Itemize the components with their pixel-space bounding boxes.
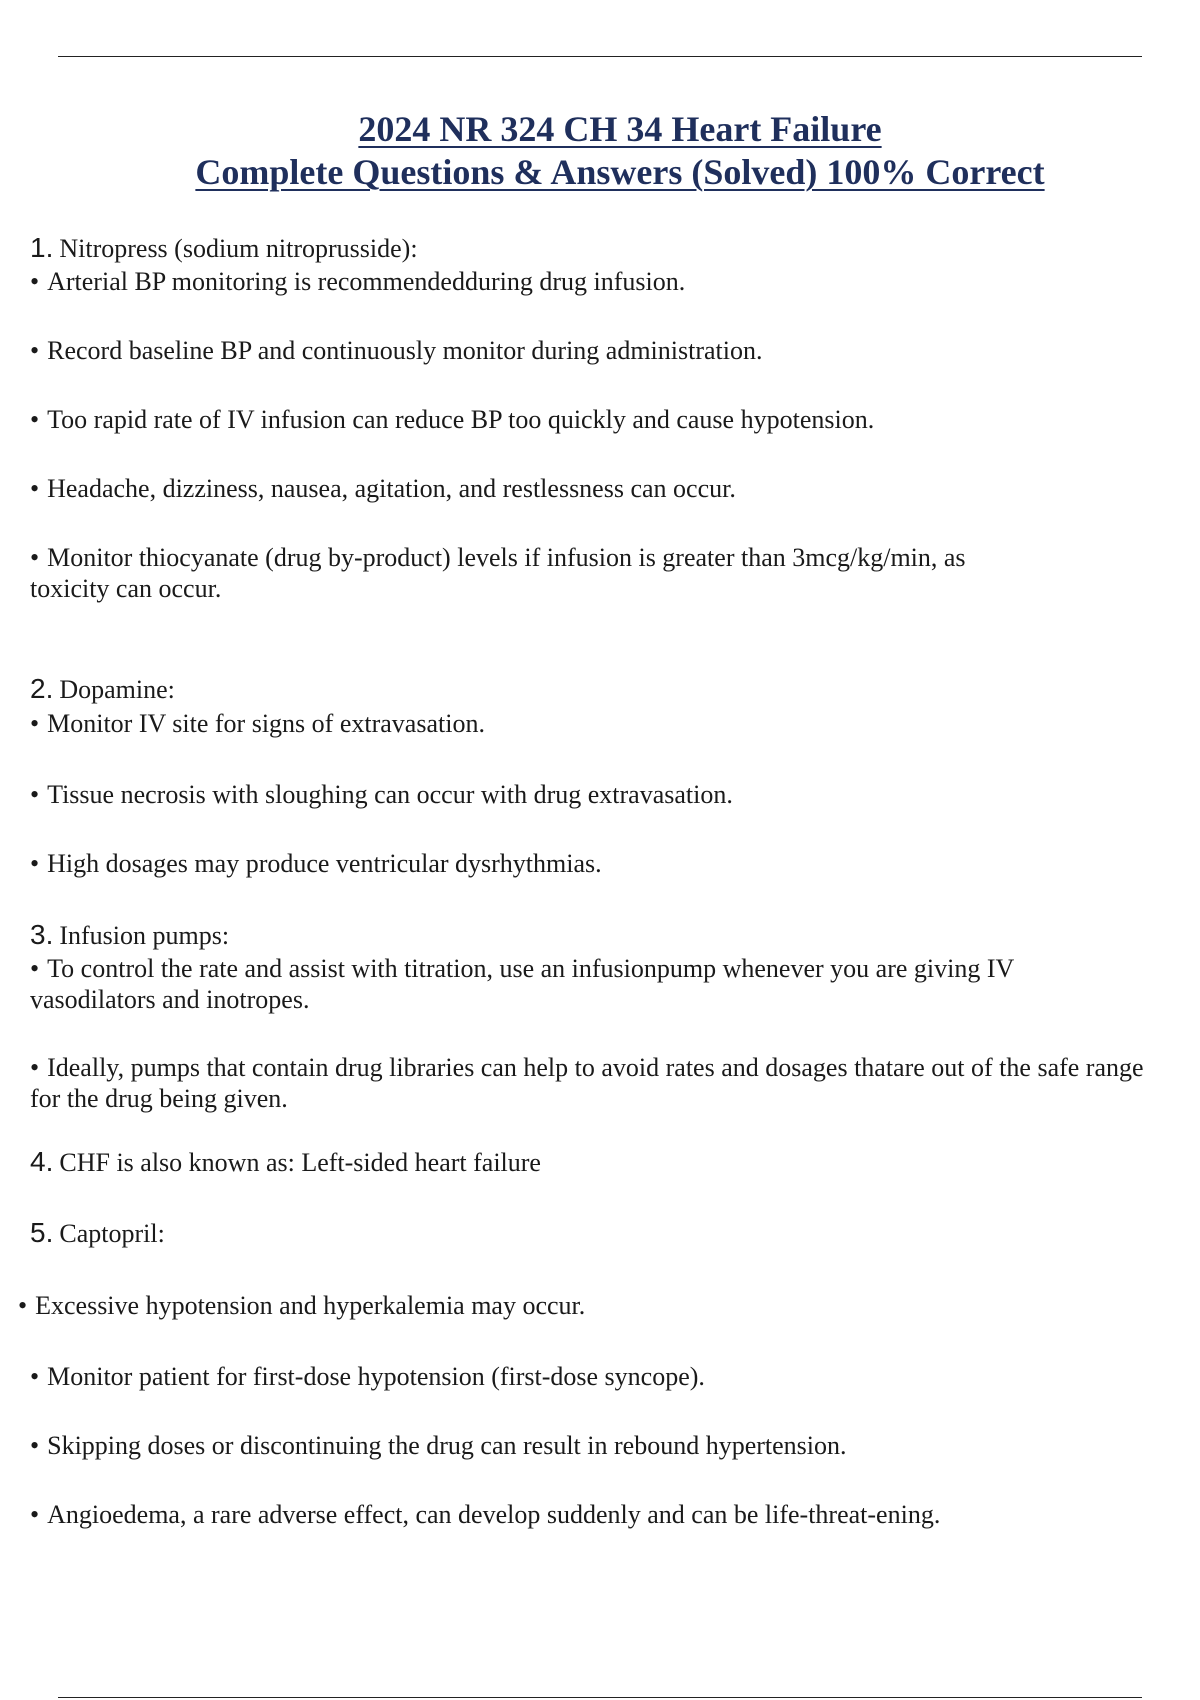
- bullet-item: • Excessive hypotension and hyperkalemia may occur.: [18, 1291, 586, 1320]
- bullet-icon: •: [30, 474, 40, 503]
- bullet-icon: •: [30, 267, 40, 296]
- bottom-rule: [58, 1697, 1142, 1698]
- bullet-item: • Monitor thiocyanate (drug by-product) levels if infusion is greater than 3mcg/kg/min, as toxicity can occur.: [30, 543, 966, 603]
- question-text: Infusion pumps:: [59, 921, 230, 950]
- bullet-item: • Monitor patient for first-dose hypotension (first-dose syncope).: [30, 1362, 705, 1391]
- question-number: 1.: [30, 232, 54, 263]
- bullet-icon: •: [30, 709, 40, 738]
- bullet-icon: •: [30, 1431, 40, 1460]
- bullet-item: • Record baseline BP and continuously monitor during administration.: [30, 336, 763, 365]
- question-number: 2.: [30, 673, 54, 704]
- question-text: Dopamine:: [59, 675, 175, 704]
- bullet-item: • To control the rate and assist with titration, use an infusionpump whenever you are giving IV vasodilators and inotropes.: [30, 954, 1014, 1014]
- question-3: [30, 920, 229, 951]
- bullet-icon: •: [30, 954, 40, 983]
- question-number: 3.: [30, 919, 54, 950]
- bullet-item: • Too rapid rate of IV infusion can reduce BP too quickly and cause hypotension.: [30, 405, 875, 434]
- bullet-item: • High dosages may produce ventricular dysrhythmias.: [30, 849, 602, 878]
- question-4: [30, 1147, 541, 1178]
- bullet-item: • Angioedema, a rare adverse effect, can develop suddenly and can be life-threat-ening.: [30, 1500, 941, 1529]
- bullet-icon: •: [30, 405, 40, 434]
- question-number: 4.: [30, 1146, 54, 1177]
- title-line-2: Complete Questions & Answers (Solved) 100% Correct: [195, 152, 1045, 192]
- bullet-item: • Monitor IV site for signs of extravasation.: [30, 709, 485, 738]
- bullet-icon: •: [18, 1291, 28, 1320]
- bullet-item: • Ideally, pumps that contain drug libraries can help to avoid rates and dosages thatare out of the safe range for the drug being given.: [30, 1053, 1144, 1113]
- bullet-icon: •: [30, 1500, 40, 1529]
- question-text: Nitropress (sodium nitroprusside):: [59, 234, 418, 263]
- question-1: [30, 233, 418, 264]
- bullet-item: • Skipping doses or discontinuing the drug can result in rebound hypertension.: [30, 1431, 847, 1460]
- bullet-icon: •: [30, 543, 40, 572]
- question-text: CHF is also known as: Left-sided heart failure: [59, 1148, 541, 1177]
- bullet-icon: •: [30, 780, 40, 809]
- bullet-item: • Headache, dizziness, nausea, agitation, and restlessness can occur.: [30, 474, 736, 503]
- title-line-1: 2024 NR 324 CH 34 Heart Failure: [358, 109, 882, 149]
- bullet-item: • Arterial BP monitoring is recommendedduring drug infusion.: [30, 267, 686, 296]
- question-2: [30, 674, 175, 705]
- question-text: Captopril:: [59, 1219, 165, 1248]
- bullet-icon: •: [30, 336, 40, 365]
- bullet-item: • Tissue necrosis with sloughing can occur with drug extravasation.: [30, 780, 733, 809]
- bullet-icon: •: [30, 1053, 40, 1082]
- question-5: [30, 1218, 165, 1249]
- bullet-icon: •: [30, 1362, 40, 1391]
- bullet-icon: •: [30, 849, 40, 878]
- question-number: 5.: [30, 1217, 54, 1248]
